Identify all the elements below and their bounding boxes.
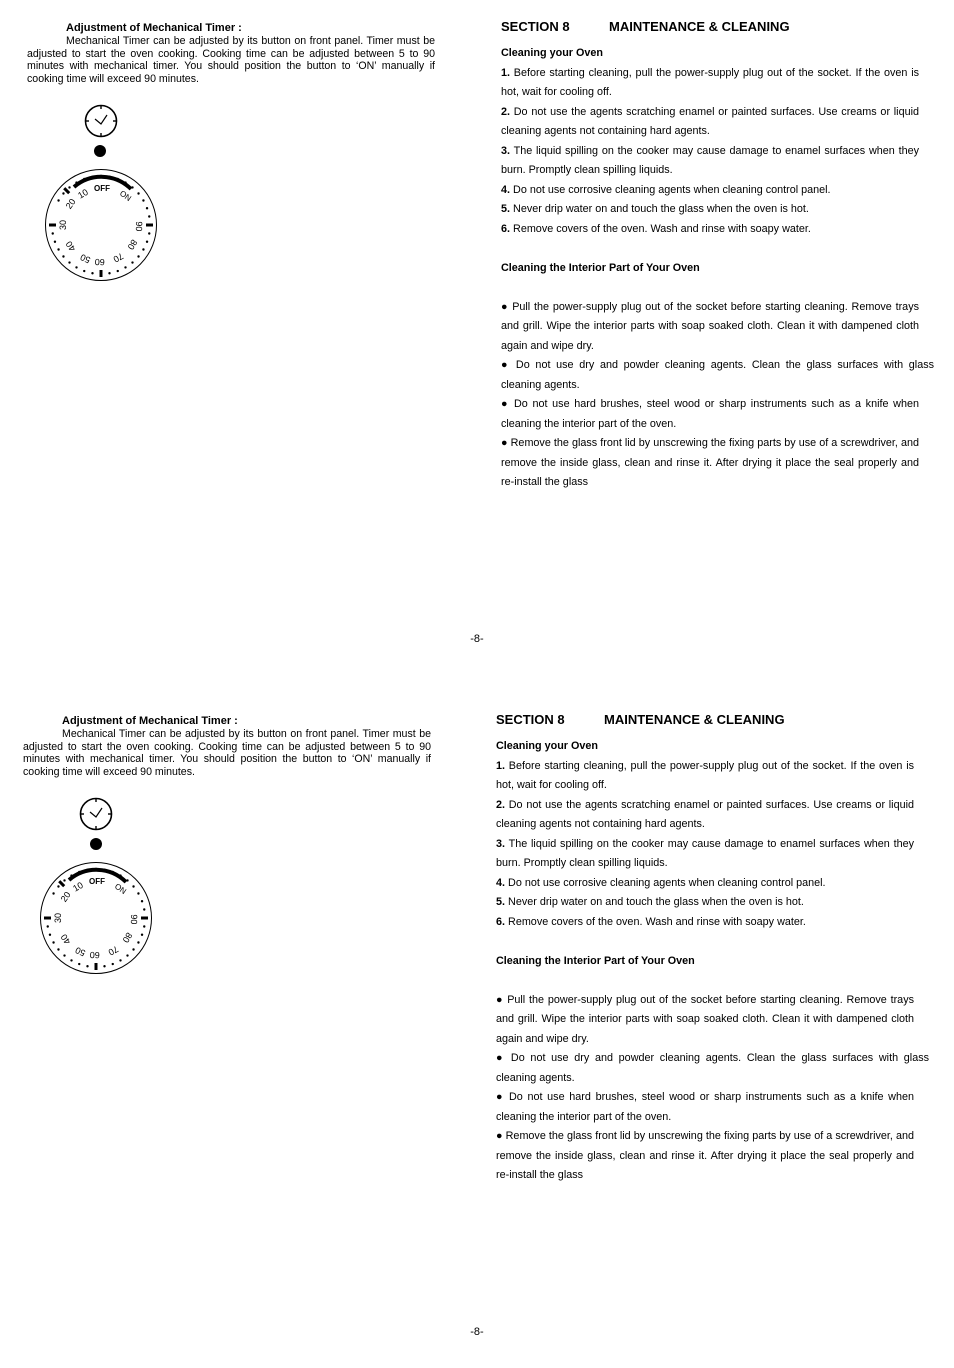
dial-dot xyxy=(95,868,97,870)
dial-dot xyxy=(103,869,105,871)
dial-dot xyxy=(142,199,144,201)
dial-number: 80 xyxy=(125,237,140,252)
dial-dot xyxy=(143,908,145,910)
dial-dot xyxy=(146,241,148,243)
dial-dot xyxy=(141,900,143,902)
dial-number: 30 xyxy=(53,912,63,924)
section-title xyxy=(496,710,914,730)
dial-dot xyxy=(126,954,128,956)
dial-dot xyxy=(57,248,59,250)
dial-dot xyxy=(146,207,148,209)
dial-dot xyxy=(124,181,126,183)
dial-dot xyxy=(70,959,72,961)
dial-dot xyxy=(141,934,143,936)
maintenance-section xyxy=(501,17,934,493)
dial-dot xyxy=(137,941,139,943)
dial-dot xyxy=(52,941,54,943)
dial-dot xyxy=(78,871,80,873)
dial-dot xyxy=(83,178,85,180)
dial-dot xyxy=(54,241,56,243)
dial-dot xyxy=(119,959,121,961)
dial-dot xyxy=(131,186,133,188)
dial-dot xyxy=(62,192,64,194)
clock-icon xyxy=(79,797,113,831)
dial-dot xyxy=(126,879,128,881)
cleaning-item: 6. Remove covers of the oven. Wash and rinse with soapy water. xyxy=(501,222,811,235)
dial-dot xyxy=(57,199,59,201)
dial-dot xyxy=(75,266,77,268)
dial-off-label: OFF xyxy=(94,184,110,193)
interior-bullet: ● Pull the power-supply plug out of the socket before starting cleaning. Remove trays and grill. Wipe the interior parts with soap soaked cloth. Clean it with dampened cloth again and wipe dry. xyxy=(501,300,919,352)
dial-dot xyxy=(91,176,93,178)
dial-dot xyxy=(108,176,110,178)
dial-dot xyxy=(137,255,139,257)
dial-number: 70 xyxy=(106,943,121,958)
timer-dial xyxy=(44,168,158,282)
dial-number: 80 xyxy=(120,930,135,945)
interior-heading: Cleaning the Interior Part of Your Oven xyxy=(501,261,700,274)
dial-dot xyxy=(83,270,85,272)
dial-on-label: ON xyxy=(117,188,133,204)
dial-dot xyxy=(100,175,102,177)
dial-dot xyxy=(124,266,126,268)
dial-dot xyxy=(68,261,70,263)
cleaning-item: 1. Before starting cleaning, pull the power-supply plug out of the socket. If the oven is hot, wait for cooling off. xyxy=(496,759,914,791)
dial-dot xyxy=(91,272,93,274)
dial-dot xyxy=(132,885,134,887)
dial-on-label: ON xyxy=(112,881,128,897)
dial-number: 40 xyxy=(63,239,78,254)
dial-dot xyxy=(117,178,119,180)
interior-heading: Cleaning the Interior Part of Your Oven xyxy=(496,954,695,967)
dial-dot xyxy=(137,192,139,194)
dial-dot xyxy=(143,925,145,927)
dial-dot xyxy=(78,963,80,965)
section-number: SECTION 8 xyxy=(501,19,570,34)
dial-dot xyxy=(112,871,114,873)
indicator-dot xyxy=(94,145,106,157)
interior-bullet: ● Do not use hard brushes, steel wood or sharp instruments such as a knife when cleaning the interior part of the oven. xyxy=(501,398,919,430)
dial-number: 50 xyxy=(73,944,88,959)
dial-dot xyxy=(68,186,70,188)
interior-bullet: ● Do not use dry and powder cleaning agents. Clean the glass surfaces with glass cleaning agents. xyxy=(501,359,934,391)
interior-bullet: ● Do not use dry and powder cleaning agents. Clean the glass surfaces with glass cleaning agents. xyxy=(496,1052,929,1084)
dial-dot xyxy=(137,892,139,894)
timer-heading: Adjustment of Mechanical Timer : xyxy=(62,715,238,727)
cleaning-item: 5. Never drip water on and touch the glass when the oven is hot. xyxy=(501,203,809,215)
dial-number: 50 xyxy=(78,251,93,266)
dial-number: 30 xyxy=(58,219,68,231)
dial-dot xyxy=(57,885,59,887)
cleaning-item: 4. Do not use corrosive cleaning agents when cleaning control panel. xyxy=(496,876,826,889)
dial-dot xyxy=(108,272,110,274)
cleaning-item: 4. Do not use corrosive cleaning agents when cleaning control panel. xyxy=(501,183,831,196)
dial-number: 10 xyxy=(76,186,90,201)
dial-number: 10 xyxy=(71,879,85,894)
dial-dot xyxy=(75,181,77,183)
timer-section xyxy=(27,22,435,86)
dial-off-label: OFF xyxy=(89,877,105,886)
dial-dot xyxy=(112,963,114,965)
page-copy-bottom xyxy=(0,693,954,1368)
dial-dot xyxy=(119,874,121,876)
section-name: MAINTENANCE & CLEANING xyxy=(604,712,785,727)
cleaning-item: 3. The liquid spilling on the cooker may cause damage to enamel surfaces when they burn. Promptly clean spilling liquids. xyxy=(496,837,914,869)
cleaning-item: 2. Do not use the agents scratching enamel or painted surfaces. Use creams or liquid cleaning agents not containing hard agents. xyxy=(501,105,919,137)
dial-number: 20 xyxy=(63,196,78,211)
section-name: MAINTENANCE & CLEANING xyxy=(609,19,790,34)
interior-bullet: ● Do not use hard brushes, steel wood or sharp instruments such as a knife when cleaning the interior part of the oven. xyxy=(496,1091,914,1123)
dial-dot xyxy=(131,261,133,263)
interior-bullet: ● Remove the glass front lid by unscrewing the fixing parts by use of a screwdriver, and remove the inside glass, clean and rinse it. After drying it place the seal properly and re-install the glass xyxy=(496,1130,914,1181)
cleaning-heading: Cleaning your Oven xyxy=(501,47,603,59)
dial-dot xyxy=(47,925,49,927)
page-copy-top xyxy=(0,0,954,675)
dial-number: 70 xyxy=(111,250,126,265)
timer-description: Mechanical Timer can be adjusted by its button on front panel. Timer must be adjusted to start the oven cooking. Cooking time can be adjusted between 5 to 90 minutes with mechanical timer. You should position the button to ‘ON’ manually if cooking time will exceed 90 minutes. xyxy=(27,35,435,86)
page-number: -8- xyxy=(470,633,484,645)
interior-bullet: ● Remove the glass front lid by unscrewing the fixing parts by use of a screwdriver, and remove the inside glass, clean and rinse it. After drying it place the seal properly and re-install the glass xyxy=(501,437,919,488)
cleaning-item: 6. Remove covers of the oven. Wash and rinse with soapy water. xyxy=(496,915,806,928)
dial-dot xyxy=(103,965,105,967)
cleaning-item: 3. The liquid spilling on the cooker may cause damage to enamel surfaces when they burn. Promptly clean spilling liquids. xyxy=(501,144,919,176)
dial-dot xyxy=(148,232,150,234)
dial-dot xyxy=(57,948,59,950)
timer-heading: Adjustment of Mechanical Timer : xyxy=(66,22,242,34)
dial-number: 60 xyxy=(89,949,100,961)
dial-dot xyxy=(117,270,119,272)
dial-dot xyxy=(63,954,65,956)
dial-dot xyxy=(63,879,65,881)
timer-section xyxy=(23,715,431,779)
dial-number: 90 xyxy=(133,221,145,232)
dial-dot xyxy=(49,934,51,936)
dial-dot xyxy=(148,215,150,217)
dial-dot xyxy=(86,965,88,967)
cleaning-item: 2. Do not use the agents scratching enamel or painted surfaces. Use creams or liquid cleaning agents not containing hard agents. xyxy=(496,798,914,830)
dial-dot xyxy=(62,255,64,257)
section-number: SECTION 8 xyxy=(496,712,565,727)
dial-dot xyxy=(86,869,88,871)
timer-dial xyxy=(39,861,153,975)
dial-number: 40 xyxy=(58,932,73,947)
dial-dot xyxy=(70,874,72,876)
page-number: -8- xyxy=(470,1326,484,1338)
dial-number: 90 xyxy=(128,914,140,925)
dial-dot xyxy=(142,248,144,250)
cleaning-item: 5. Never drip water on and touch the glass when the oven is hot. xyxy=(496,896,804,908)
clock-icon xyxy=(84,104,118,138)
dial-dot xyxy=(52,232,54,234)
interior-bullet: ● Pull the power-supply plug out of the socket before starting cleaning. Remove trays and grill. Wipe the interior parts with soap soaked cloth. Clean it with dampened cloth again and wipe dry. xyxy=(496,993,914,1045)
dial-dot xyxy=(52,892,54,894)
cleaning-item: 1. Before starting cleaning, pull the power-supply plug out of the socket. If the oven is hot, wait for cooling off. xyxy=(501,66,919,98)
dial-number: 60 xyxy=(94,256,105,268)
timer-description: Mechanical Timer can be adjusted by its button on front panel. Timer must be adjusted to start the oven cooking. Cooking time can be adjusted between 5 to 90 minutes with mechanical timer. You should position the button to ‘ON’ manually if cooking time will exceed 90 minutes. xyxy=(23,728,431,779)
maintenance-section xyxy=(496,710,929,1186)
dial-number: 20 xyxy=(58,889,73,904)
indicator-dot xyxy=(90,838,102,850)
cleaning-heading: Cleaning your Oven xyxy=(496,740,598,752)
section-title xyxy=(501,17,919,37)
dial-dot xyxy=(132,948,134,950)
